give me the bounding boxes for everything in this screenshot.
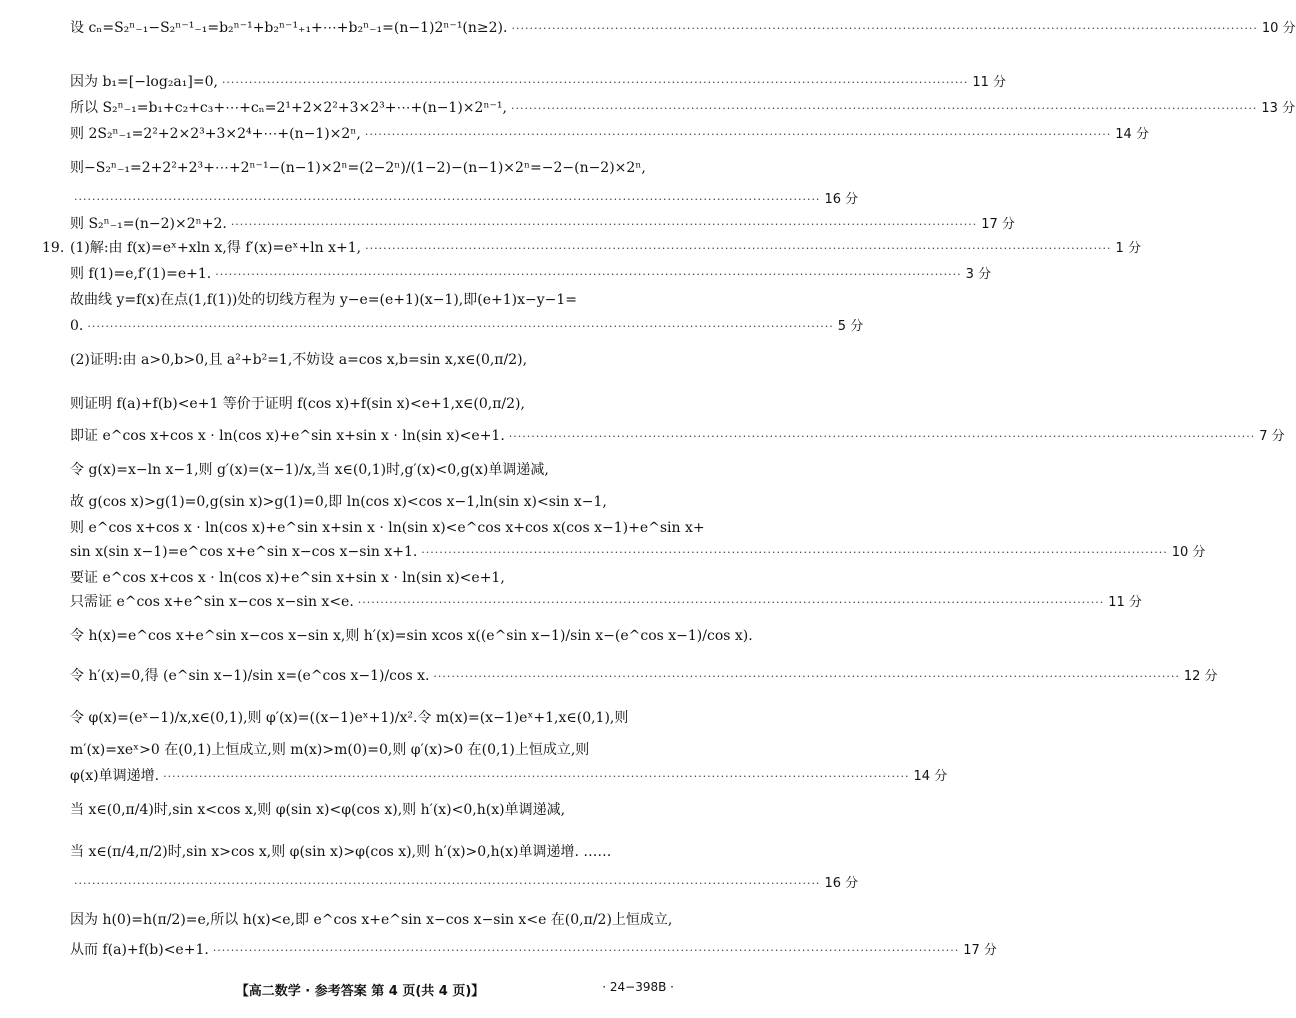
answer-line: 则证明 f(a)+f(b)<e+1 等价于证明 f(cos x)+f(sin x)<e+1,x∈(0,π/2), [70, 396, 525, 412]
answer-line: (1)解:由 f(x)=eˣ+xln x,得 f′(x)=eˣ+ln x+1, ····· 1 分 [70, 236, 676, 260]
answer-line: 设 cₙ=S₂ⁿ₋₁−S₂ⁿ⁻¹₋₁=b₂ⁿ⁻¹+b₂ⁿ⁻¹₊₁+⋯+b₂ⁿ₋₁=(n−1)2ⁿ⁻¹(n≥2). ····· 10 分 [70, 16, 676, 40]
answer-line: 则 f(1)=e,f′(1)=e+1. ····· 3 分 [70, 262, 676, 286]
answer-line: 令 φ(x)=(eˣ−1)/x,x∈(0,1),则 φ′(x)=((x−1)eˣ+1)/x².令 m(x)=(x−1)eˣ+1,x∈(0,1),则 [70, 710, 629, 726]
answer-line: 即证 e^cos x+cos x · ln(cos x)+e^sin x+sin x · ln(sin x)<e+1. ····· 7 分 [70, 424, 676, 448]
score-label: 14 分 [913, 769, 948, 784]
score-label: 5 分 [837, 319, 864, 334]
question-number: 19. [42, 240, 65, 256]
answer-line: 当 x∈(0,π/4)时,sin x<cos x,则 φ(sin x)<φ(cos x),则 h′(x)<0,h(x)单调递减, [70, 802, 566, 818]
answer-line: 令 g(x)=x−ln x−1,则 g′(x)=(x−1)/x,当 x∈(0,1)时,g′(x)<0,g(x)单调递减, [70, 462, 549, 478]
answer-line: 0. ····· 5 分 [70, 314, 676, 338]
score-label: 3 分 [965, 267, 992, 282]
answer-line [70, 872, 859, 896]
answer-line: 故 g(cos x)>g(1)=0,g(sin x)>g(1)=0,即 ln(cos x)<cos x−1,ln(sin x)<sin x−1, [70, 494, 607, 510]
answer-line: m′(x)=xeˣ>0 在(0,1)上恒成立,则 m(x)>m(0)=0,则 φ′(x)>0 在(0,1)上恒成立,则 [70, 742, 590, 758]
score-label: 13 分 [1261, 101, 1296, 116]
answer-line: 则 2S₂ⁿ₋₁=2²+2×2³+3×2⁴+⋯+(n−1)×2ⁿ, ····· 14 分 [70, 122, 676, 146]
score-label: 17 分 [981, 217, 1015, 232]
answer-line: 故曲线 y=f(x)在点(1,f(1))处的切线方程为 y−e=(e+1)(x−1),即(e+1)x−y−1= [70, 292, 577, 308]
answer-line: 所以 S₂ⁿ₋₁=b₁+c₂+c₃+⋯+cₙ=2¹+2×2²+3×2³+⋯+(n−1)×2ⁿ⁻¹, ····· 13 分 [70, 96, 676, 120]
answer-line: 则 e^cos x+cos x · ln(cos x)+e^sin x+sin x · ln(sin x)<e^cos x+cos x(cos x−1)+e^sin x+ [70, 520, 705, 536]
answer-line: 因为 h(0)=h(π/2)=e,所以 h(x)<e,即 e^cos x+e^sin x−cos x−sin x<e 在(0,π/2)上恒成立, [70, 912, 673, 928]
score-label: 7 分 [1259, 429, 1285, 444]
answer-line: 令 h′(x)=0,得 (e^sin x−1)/sin x=(e^cos x−1)/cos x. ····· 12 分 [70, 664, 676, 688]
page-footer [0, 980, 720, 1004]
score-label: 16 分 [824, 876, 859, 891]
answer-line: φ(x)单调递增. ····· 14 分 [70, 764, 676, 788]
answer-line: 从而 f(a)+f(b)<e+1. ····· 17 分 [70, 938, 676, 962]
score-label: 10 分 [1171, 545, 1206, 560]
answer-line: 要证 e^cos x+cos x · ln(cos x)+e^sin x+sin x · ln(sin x)<e+1, [70, 570, 505, 586]
footer-title: 【高二数学 · 参考答案 第 4 页(共 4 页)】 [235, 984, 485, 999]
score-label: 11 分 [972, 75, 1007, 90]
score-label: 17 分 [963, 943, 997, 958]
answer-line: (2)证明:由 a>0,b>0,且 a²+b²=1,不妨设 a=cos x,b=sin x,x∈(0,π/2), [70, 352, 528, 368]
score-label: 11 分 [1108, 595, 1142, 610]
score-label: 12 分 [1183, 669, 1218, 684]
answer-line: sin x(sin x−1)=e^cos x+e^sin x−cos x−sin x+1. ····· 10 分 [70, 540, 676, 564]
answer-line: 则−S₂ⁿ₋₁=2+2²+2³+⋯+2ⁿ⁻¹−(n−1)×2ⁿ=(2−2ⁿ)/(1−2)−(n−1)×2ⁿ=−2−(n−2)×2ⁿ, [70, 160, 646, 176]
score-label: 16 分 [824, 192, 859, 207]
score-label: 10 分 [1261, 21, 1296, 36]
answer-line: 令 h(x)=e^cos x+e^sin x−cos x−sin x,则 h′(x)=sin xcos x((e^sin x−1)/sin x−(e^cos x−1)/cos x). [70, 628, 753, 644]
answer-line: 则 S₂ⁿ₋₁=(n−2)×2ⁿ+2. ····· 17 分 [70, 212, 676, 236]
score-label: 14 分 [1115, 127, 1149, 142]
answer-line [70, 188, 859, 212]
answer-line: 只需证 e^cos x+e^sin x−cos x−sin x<e. ····· 11 分 [70, 590, 676, 614]
answer-line: 因为 b₁=[−log₂a₁]=0, ····· 11 分 [70, 70, 676, 94]
answer-line: 当 x∈(π/4,π/2)时,sin x>cos x,则 φ(sin x)>φ(cos x),则 h′(x)>0,h(x)单调递增. …… [70, 844, 612, 860]
score-label: 1 分 [1115, 241, 1141, 256]
footer-code: · 24−398B · [602, 980, 674, 994]
